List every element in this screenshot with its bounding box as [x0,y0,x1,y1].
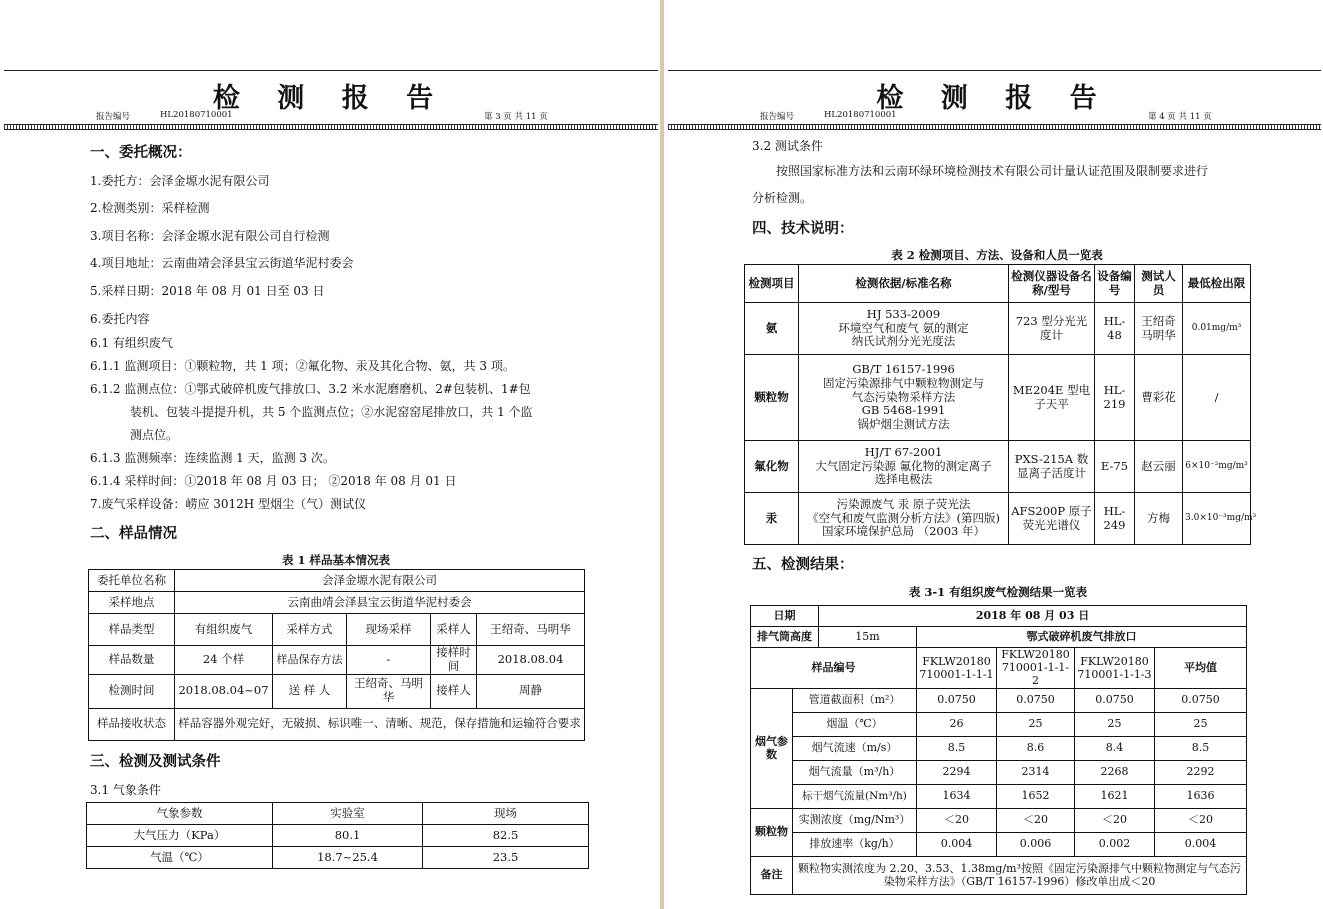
table-cell: / [1183,355,1251,441]
table-cell: 排放速率（kg/h） [793,832,917,856]
std-line: HJ 533-2009 [866,306,941,321]
table-header: 检测仪器设备名称/型号 [1009,265,1095,303]
table-cell: 2018.08.04~07 [175,674,273,708]
table-cell: 26 [917,712,997,736]
table-header: 检测项目 [745,265,799,303]
text-line: 装机、包装斗提提升机，共 5 个监测点位；②水泥窑窑尾排放口，共 1 个监 [130,405,533,419]
table-cell: 接样时间 [431,646,477,675]
table-cell: 烟气流量（m³/h） [793,760,917,784]
text-line: 1.委托方：会泽金塬水泥有限公司 [90,174,270,188]
table-cell: 鄂式破碎机废气排放口 [917,627,1247,648]
table-cell: 采样地点 [89,592,175,614]
table-header: 气象参数 [87,803,273,825]
methods-table [744,264,1257,545]
table-cell [799,441,1009,493]
table-cell: ＜20 [1155,808,1247,832]
table-cell: 0.0750 [1155,688,1247,712]
table-cell: 氨 [745,303,799,355]
table-cell: 排气筒高度 [751,627,819,648]
table-cell: 云南曲靖会泽县宝云街道华泥村委会 [175,592,585,614]
sample-info-table [88,569,585,741]
table-cell: 0.0750 [997,688,1075,712]
table-header: 现场 [423,803,589,825]
report-title: 检 测 报 告 [876,83,1111,114]
weather-table [86,802,589,869]
table-cell: 8.5 [1155,736,1247,760]
table-cell: 2292 [1155,760,1247,784]
text-line: 7.废气采样设备：崂应 3012H 型烟尘（气）测试仪 [90,497,367,511]
table-cell: 1636 [1155,784,1247,808]
table-cell: 25 [997,712,1075,736]
table-cell: 备注 [751,856,793,894]
report-number-label: 报告编号 [96,112,131,122]
table-cell: ＜20 [917,808,997,832]
table-cell: 15m [819,627,917,648]
table-cell: E-75 [1095,441,1135,493]
text-line: 按照国家标准方法和云南环绿环境检测技术有限公司计量认证范围及限制要求进行 [776,164,1209,178]
table-cell: HL-219 [1095,355,1135,441]
table-cell: HL-249 [1095,493,1135,545]
table-cell: 2018.08.04 [477,646,585,675]
text-line: 测点位。 [130,428,179,442]
report-number: HL20180710001 [824,110,897,120]
table-cell: ＜20 [1075,808,1155,832]
table-cell: FKLW20180710001-1-1-2 [997,648,1075,689]
table-cell: 采样人 [431,614,477,646]
text-line: 2.检测类别：采样检测 [90,201,210,215]
table-cell: 检测时间 [89,674,175,708]
table-cell: 大气压力（KPa） [87,825,273,847]
table-header: 实验室 [273,803,423,825]
table-cell: 1652 [997,784,1075,808]
table-cell: 烟气参数 [751,688,793,808]
table-cell: 颗粒物 [745,355,799,441]
text-line: 6.1.4 采样时间：①2018 年 08 月 03 日； ②2018 年 08 月 01 日 [90,474,457,488]
text-line: 6.1.3 监测频率：连续监测 1 天，监测 3 次。 [90,451,335,465]
table-cell [799,355,1009,441]
table-cell: 实测浓度（mg/Nm³） [793,808,917,832]
page-info: 第 3 页 共 11 页 [484,112,548,122]
report-page-4 [664,0,1323,909]
table-cell: 曹彩花 [1135,355,1183,441]
table-cell: 0.006 [997,832,1075,856]
std-line: 环境空气和废气 氨的测定 [838,320,969,335]
section-heading: 二、样品情况 [90,525,177,542]
table-caption: 表 3-1 有组织废气检测结果一览表 [908,585,1088,599]
table-cell: 王绍奇马明华 [1135,303,1183,355]
table-cell [799,493,1009,545]
table-cell: 24 个样 [175,646,273,675]
std-line: GB 5468-1991 [861,403,946,418]
std-line: 《空气和废气监测分析方法》(第四版) [807,510,1000,525]
table-cell: 25 [1155,712,1247,736]
table-cell: 0.01mg/m³ [1183,303,1251,355]
text-line: 6.委托内容 [90,312,150,326]
table-cell: 烟气流速（m/s） [793,736,917,760]
report-number-label: 报告编号 [760,112,795,122]
table-header: 测试人员 [1135,265,1183,303]
table-cell: PXS-215A 数显离子活度计 [1009,441,1095,493]
table-cell: 会泽金塬水泥有限公司 [175,570,585,592]
table-cell: 周静 [477,674,585,708]
table-cell: FKLW20180710001-1-1-1 [917,648,997,689]
table-cell: 送 样 人 [273,674,347,708]
table-cell: 0.004 [1155,832,1247,856]
results-table [750,605,1247,895]
text-line: 分析检测。 [752,191,813,205]
table-cell: 接样人 [431,674,477,708]
table-cell: 烟温（℃） [793,712,917,736]
table-cell: 8.5 [917,736,997,760]
page-info: 第 4 页 共 11 页 [1148,112,1212,122]
std-line: 大气固定污染源 氟化物的测定离子 [815,458,992,473]
text-line: 5.采样日期：2018 年 08 月 01 日至 03 日 [90,284,325,298]
table-cell: 样品编号 [751,648,917,689]
table-cell: 82.5 [423,825,589,847]
std-line: 国家环境保护总局 （2003 年） [821,524,986,539]
table-cell: 0.0750 [1075,688,1155,712]
text-line: 3.项目名称：会泽金塬水泥有限公司自行检测 [90,229,330,243]
section-heading: 一、委托概况： [90,144,192,161]
table-cell: 18.7~25.4 [273,847,423,869]
table-cell: 标干烟气流量(Nm³/h) [793,784,917,808]
table-cell: 1634 [917,784,997,808]
table-cell: 颗粒物实测浓度为 2.20、3.53、1.38mg/m³按照《固定污染源排气中颗粒物测定与气态污染物采样方法》（GB/T 16157-1996）修改单出成＜20 [793,856,1247,894]
header-hatch-rule [668,124,1321,130]
table-caption: 表 1 样品基本情况表 [281,553,390,567]
table-cell: ME204E 型电子天平 [1009,355,1095,441]
table-cell: ＜20 [997,808,1075,832]
table-cell: 采样方式 [273,614,347,646]
text-line: 6.1 有组织废气 [90,336,173,350]
table-cell: 氟化物 [745,441,799,493]
table-cell: 方梅 [1135,493,1183,545]
section-heading: 三、检测及测试条件 [90,753,221,770]
report-page-3 [0,0,660,909]
text-line: 4.项目地址：云南曲靖会泽县宝云街道华泥村委会 [90,256,354,270]
std-line: 选择电极法 [874,472,933,487]
table-cell: 2018 年 08 月 03 日 [819,606,1247,627]
table-cell: 平均值 [1155,648,1247,689]
table-cell: 赵云丽 [1135,441,1183,493]
std-line: 锅炉烟尘测试方法 [857,417,950,432]
table-cell: 1621 [1075,784,1155,808]
section-heading: 四、技术说明： [752,220,854,237]
std-line: 气态污染物采样方法 [851,389,956,404]
table-cell: 0.004 [917,832,997,856]
std-line: 纳氏试剂分光光度法 [851,334,956,349]
table-cell: 样品容器外观完好，无破损、标识唯一、清晰、规范，保存措施和运输符合要求 [175,708,585,740]
report-title: 检 测 报 告 [212,83,448,114]
table-cell [799,303,1009,355]
table-cell: AFS200P 原子荧光光谱仪 [1009,493,1095,545]
table-cell: 气温（℃） [87,847,273,869]
std-line: 污染源废气 汞 原子荧光法 [836,496,971,511]
table-cell: HL-48 [1095,303,1135,355]
table-cell: 管道截面积（m²） [793,688,917,712]
table-cell: 样品数量 [89,646,175,675]
section-heading: 五、检测结果： [752,556,854,573]
table-cell: 0.002 [1075,832,1155,856]
table-cell: 723 型分光光度计 [1009,303,1095,355]
table-cell: 样品保存方法 [273,646,347,675]
table-cell: 80.1 [273,825,423,847]
table-cell: 2314 [997,760,1075,784]
table-cell: 6×10⁻²mg/m³ [1183,441,1251,493]
table-cell: 8.4 [1075,736,1155,760]
table-cell: 3.0×10⁻³mg/m³ [1183,493,1251,545]
table-cell: 2294 [917,760,997,784]
table-cell: 现场采样 [347,614,431,646]
table-cell: 委托单位名称 [89,570,175,592]
table-cell: 2268 [1075,760,1155,784]
text-line: 3.1 气象条件 [90,783,161,797]
table-header: 检测依据/标准名称 [799,265,1009,303]
table-cell: 23.5 [423,847,589,869]
text-line: 6.1.1 监测项目：①颗粒物，共 1 项；②氟化物、汞及其化合物、氨，共 3 项。 [90,359,515,373]
table-cell: 王绍奇、马明华 [477,614,585,646]
table-header: 设备编号 [1095,265,1135,303]
table-cell: 汞 [745,493,799,545]
table-cell: - [347,646,431,675]
header-rule [668,70,1321,71]
table-cell: 日期 [751,606,819,627]
header-hatch-rule [4,124,658,130]
report-number: HL20180710001 [160,110,233,120]
table-cell: 颗粒物 [751,808,793,856]
text-line: 6.1.2 监测点位：①鄂式破碎机废气排放口、3.2 米水泥磨磨机、2#包装机、1#包 [90,382,531,396]
table-cell: 样品类型 [89,614,175,646]
table-cell: FKLW20180710001-1-1-3 [1075,648,1155,689]
table-cell: 8.6 [997,736,1075,760]
table-cell: 0.0750 [917,688,997,712]
text-line: 3.2 测试条件 [752,139,823,153]
table-cell: 样品接收状态 [89,708,175,740]
table-header: 最低检出限 [1183,265,1251,303]
header-rule [4,70,658,71]
table-cell: 王绍奇、马明华 [347,674,431,708]
table-cell: 25 [1075,712,1155,736]
std-line: HJ/T 67-2001 [864,444,943,459]
std-line: GB/T 16157-1996 [852,362,955,376]
table-cell: 有组织废气 [175,614,273,646]
std-line: 固定污染源排气中颗粒物测定与 [823,375,984,390]
table-caption: 表 2 检测项目、方法、设备和人员一览表 [891,248,1103,262]
